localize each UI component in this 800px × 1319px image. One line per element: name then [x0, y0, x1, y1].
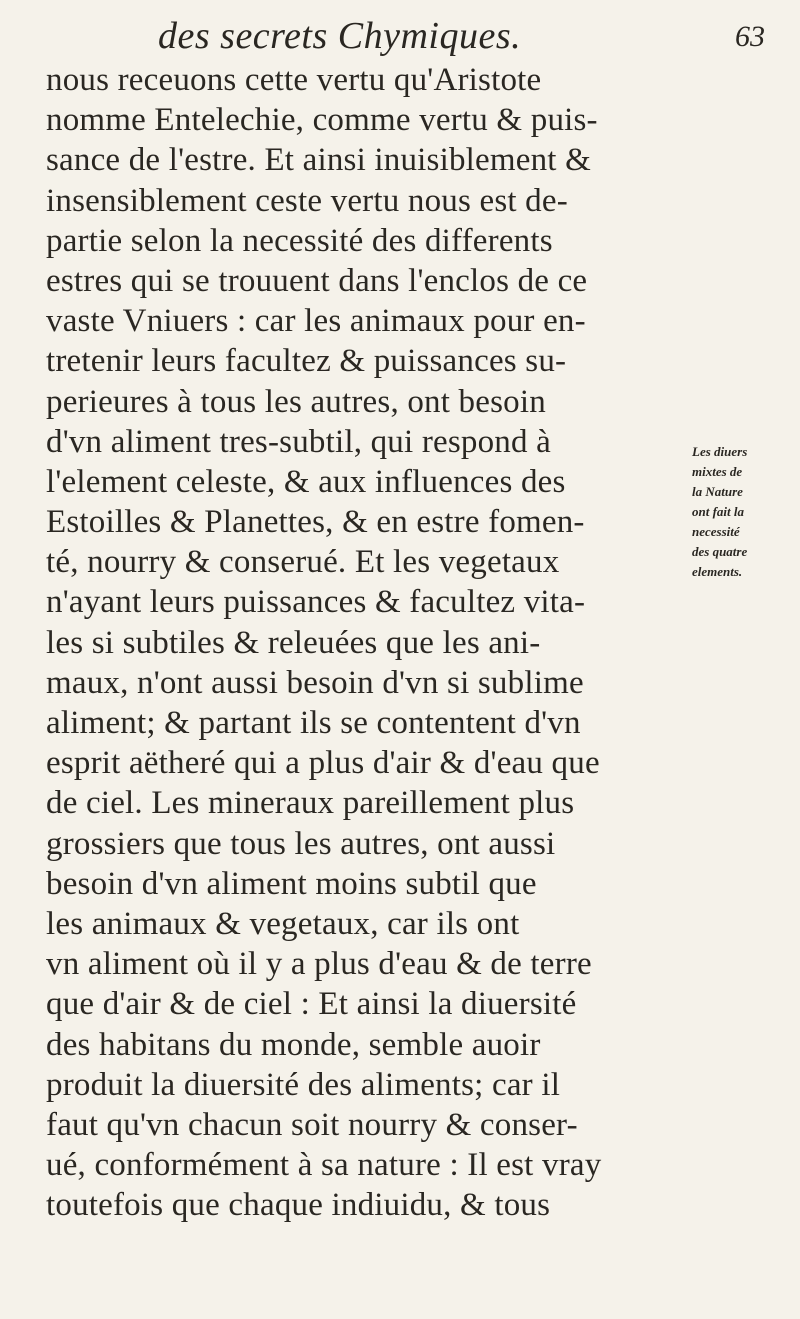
body-text — [46, 60, 686, 1225]
text-line: vn aliment où il y a plus d'eau & de terre — [46, 946, 592, 983]
text-line: n'ayant leurs puissances & facultez vita- — [46, 584, 586, 621]
text-line: maux, n'ont aussi besoin d'vn si sublime — [46, 664, 584, 701]
text-line: insensiblement ceste vertu nous est de- — [46, 182, 568, 219]
text-line: té, nourry & conserué. Et les vegetaux — [46, 544, 560, 581]
text-line: vaste Vniuers : car les animaux pour en- — [46, 303, 586, 340]
text-line: Estoilles & Planettes, & en estre fomen- — [46, 504, 585, 541]
text-line: les animaux & vegetaux, car ils ont — [46, 905, 520, 942]
text-line: grossiers que tous les autres, ont aussi — [46, 825, 556, 862]
text-line: ué, conformément à sa nature : Il est vray — [46, 1147, 602, 1184]
text-line: estres qui se trouuent dans l'enclos de ce — [46, 262, 588, 299]
margin-note-line: la Nature — [692, 484, 743, 499]
text-line: aliment; & partant ils se contentent d'vn — [46, 705, 581, 741]
text-line: besoin d'vn aliment moins subtil que — [46, 865, 537, 902]
text-line: perieures à tous les autres, ont besoin — [46, 383, 546, 420]
text-line: les si subtiles & releuées que les ani- — [46, 624, 541, 661]
page-number: 63 — [735, 20, 765, 53]
text-line: nomme Entelechie, comme vertu & puis- — [46, 102, 598, 139]
margin-note-line: necessité — [692, 524, 740, 539]
page-header — [0, 14, 800, 62]
text-line: des habitans du monde, semble auoir — [46, 1026, 541, 1063]
text-line: l'element celeste, & aux influences des — [46, 463, 566, 500]
margin-note-line: ont fait la — [692, 504, 745, 519]
text-line: toutefois que chaque indiuidu, & tous — [46, 1187, 551, 1224]
text-line: faut qu'vn chacun soit nourry & conser- — [46, 1106, 578, 1143]
text-line: tretenir leurs facultez & puissances su- — [46, 343, 567, 380]
text-line: sance de l'estre. Et ainsi inuisiblement & — [46, 142, 591, 179]
margin-note-line: Les diuers — [692, 444, 748, 459]
margin-note-line: elements. — [692, 564, 743, 579]
text-line: de ciel. Les mineraux pareillement plus — [46, 785, 575, 822]
text-line: que d'air & de ciel : Et ainsi la diuersité — [46, 986, 577, 1023]
margin-note — [692, 442, 796, 582]
running-title: des secrets Chymiques. — [158, 15, 522, 57]
margin-note-line: mixtes de — [692, 464, 743, 479]
text-line: produit la diuersité des aliments; car il — [46, 1066, 561, 1103]
margin-note-line: des quatre — [692, 544, 748, 559]
text-line: nous receuons cette vertu qu'Aristote — [46, 62, 542, 98]
text-line: esprit aëtheré qui a plus d'air & d'eau que — [46, 745, 600, 782]
text-line: d'vn aliment tres-subtil, qui respond à — [46, 423, 551, 460]
text-line: partie selon la necessité des differents — [46, 222, 553, 259]
